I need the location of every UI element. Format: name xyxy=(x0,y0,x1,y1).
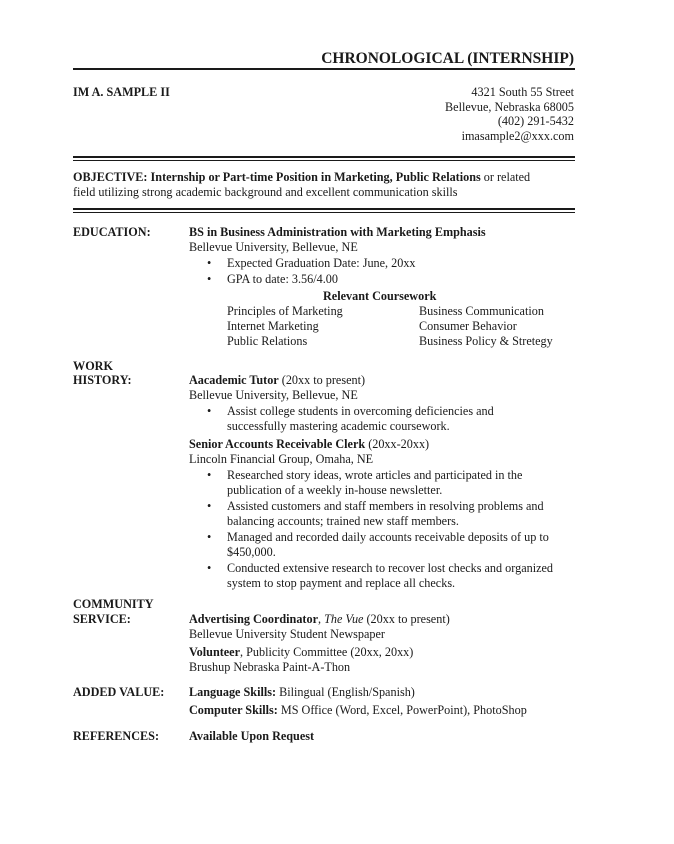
list-item: • Researched story ideas, wrote articles and participated in the publication of a weekly in-house newsletter. xyxy=(189,468,553,498)
list-item: Business Policy & Stretegy xyxy=(419,334,553,348)
degree-title: BS in Business Administration with Marketing Emphasis xyxy=(189,225,486,239)
address-line: 4321 South 55 Street xyxy=(471,85,574,99)
email-line: imasample2@xxx.com xyxy=(461,129,574,144)
city-line: Bellevue, Nebraska 68005 xyxy=(445,99,574,114)
work-history-section xyxy=(73,359,575,591)
references-value: Available Upon Request xyxy=(189,729,315,743)
list-item: Principles of Marketing xyxy=(227,304,343,318)
references-label: REFERENCES: xyxy=(73,729,160,743)
list-item: Internet Marketing xyxy=(227,319,319,333)
job-org: Lincoln Financial Group, Omaha, NE xyxy=(189,452,374,466)
objective-bold-text: Internship or Part-time Position in Marketing, Public Relations xyxy=(150,170,481,184)
header-rule xyxy=(73,68,575,70)
job-title-line xyxy=(189,373,553,388)
objective-label: OBJECTIVE: xyxy=(73,170,148,184)
list-item: • Expected Graduation Date: June, 20xx xyxy=(189,256,486,271)
document-type-heading: CHRONOLOGICAL (INTERNSHIP) xyxy=(321,50,574,67)
phone-line: (402) 291-5432 xyxy=(497,114,574,129)
list-item: • Managed and recorded daily accounts receivable deposits of up to $450,000. xyxy=(189,530,553,560)
list-item: • Conducted extensive research to recover lost checks and organized system to stop payment and replace all checks. xyxy=(189,561,553,591)
objective-rule-bottom xyxy=(73,212,575,213)
added-value-label: ADDED VALUE: xyxy=(73,685,165,699)
candidate-name: IM A. SAMPLE II xyxy=(73,85,170,99)
language-skills: Language Skills: Bilingual (English/Spanish) xyxy=(189,685,415,699)
job-title-line xyxy=(189,437,553,452)
objective-rule-top xyxy=(73,208,575,210)
objective-text-1: or related xyxy=(483,170,531,184)
job-title: Aacademic Tutor xyxy=(189,373,279,387)
list-item: • Assist college students in overcoming deficiencies and successfully mastering academic coursework. xyxy=(189,404,553,434)
job-bullets xyxy=(189,404,553,434)
contact-rule-top xyxy=(73,156,575,158)
education-bullets xyxy=(189,256,486,287)
job-bullets xyxy=(189,468,553,591)
coursework-title: Relevant Coursework xyxy=(323,289,437,303)
objective-section xyxy=(73,170,530,200)
school-name: Bellevue University, Bellevue, NE xyxy=(189,240,358,254)
job-org: Bellevue University, Bellevue, NE xyxy=(189,388,358,402)
job-title: Senior Accounts Receivable Clerk xyxy=(189,437,366,451)
list-item: Public Relations xyxy=(227,334,308,348)
community-label-line-2: SERVICE: xyxy=(73,612,131,626)
education-label: EDUCATION: xyxy=(73,225,151,239)
contact-rule-bottom xyxy=(73,160,575,161)
coursework-right-column xyxy=(419,304,553,349)
work-label-line-1: WORK xyxy=(73,359,113,373)
list-item: Consumer Behavior xyxy=(419,319,517,333)
work-label-line-2: HISTORY: xyxy=(73,373,132,387)
contact-block xyxy=(445,85,574,144)
job-dates: (20xx-20xx) xyxy=(368,437,430,451)
list-item: • Assisted customers and staff members in resolving problems and balancing accounts; trained new staff members. xyxy=(189,499,553,529)
community-label-line-1: COMMUNITY xyxy=(73,597,154,611)
list-item: • GPA to date: 3.56/4.00 xyxy=(189,272,486,287)
list-item: Business Communication xyxy=(419,304,544,318)
community-org-1: Bellevue University Student Newspaper xyxy=(189,627,385,641)
community-org-2: Brushup Nebraska Paint-A-Thon xyxy=(189,660,351,674)
computer-skills: Computer Skills: MS Office (Word, Excel, PowerPoint), PhotoShop xyxy=(189,703,527,717)
community-role-1: Advertising Coordinator, The Vue (20xx to present) xyxy=(189,612,450,626)
objective-text-2: field utilizing strong academic background and excellent communication skills xyxy=(73,185,458,199)
added-value-section xyxy=(73,685,575,721)
education-section xyxy=(73,225,575,355)
community-service-section xyxy=(73,597,575,677)
job-dates: (20xx to present) xyxy=(281,373,366,387)
references-section xyxy=(73,729,575,747)
coursework-left-column xyxy=(227,304,343,349)
community-role-2: Volunteer, Publicity Committee (20xx, 20xx) xyxy=(189,645,414,659)
